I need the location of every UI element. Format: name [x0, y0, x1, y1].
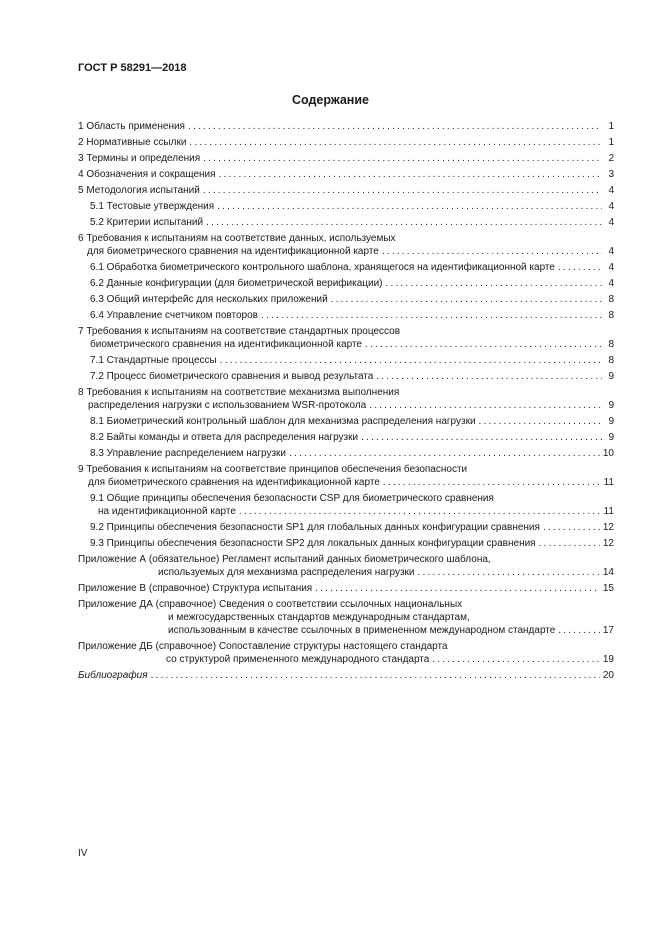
- toc-page-number: 19: [602, 654, 614, 665]
- page-number: IV: [78, 848, 88, 859]
- toc-page-number: 2: [608, 153, 614, 164]
- toc-page-number: 1: [608, 137, 614, 148]
- toc-entry-title: 2 Нормативные ссылки: [78, 137, 187, 148]
- toc-page-number: 12: [602, 538, 614, 549]
- toc-entry-title: 5 Методология испытаний: [78, 185, 200, 196]
- toc-page-number: 4: [608, 217, 614, 228]
- page-title: Содержание: [291, 93, 369, 107]
- toc-entry[interactable]: [78, 293, 614, 306]
- toc-entry[interactable]: [78, 431, 614, 444]
- toc-page-number: 11: [603, 477, 614, 488]
- dot-leader: [369, 399, 602, 412]
- dot-leader: [383, 476, 601, 489]
- dot-leader: [361, 431, 602, 444]
- dot-leader: [331, 293, 602, 306]
- toc-entry[interactable]: [78, 136, 614, 149]
- dot-leader: [539, 537, 600, 550]
- toc-page-number: 4: [608, 185, 614, 196]
- toc-page-number: 11: [603, 506, 614, 517]
- toc-entry-title: 6.3 Общий интерфейс для нескольких приложений: [90, 294, 328, 305]
- toc-entry-title: 8.1 Биометрический контрольный шаблон для механизма распределения нагрузки: [90, 416, 476, 427]
- toc-page-number: 9: [608, 432, 614, 443]
- toc-page-number: 4: [608, 201, 614, 212]
- toc-page-number: 8: [608, 339, 614, 350]
- toc-entry[interactable]: [78, 463, 614, 489]
- toc-page-number: 4: [608, 278, 614, 289]
- toc-page-number: 8: [608, 355, 614, 366]
- toc-entry-title: Библиография: [78, 670, 148, 681]
- toc-page-number: 8: [608, 294, 614, 305]
- toc-entry-title: 7.2 Процесс биометрического сравнения и вывод результата: [90, 371, 374, 382]
- toc-page-number: 17: [602, 625, 614, 636]
- dot-leader: [203, 184, 602, 197]
- toc-page-number: 4: [608, 262, 614, 273]
- toc-entry-line: Приложение ДБ (справочное) Сопоставление структуры настоящего стандарта: [78, 641, 448, 652]
- toc-page-number: 9: [608, 416, 614, 427]
- toc-page-number: 15: [602, 583, 614, 594]
- toc-entry-title: распределения нагрузки с использованием WSR-протокола: [88, 400, 367, 411]
- dot-leader: [206, 216, 602, 229]
- dot-leader: [261, 309, 602, 322]
- dot-leader: [382, 245, 602, 258]
- toc-entry-title: 4 Обозначения и сокращения: [78, 169, 216, 180]
- toc-page-number: 9: [608, 371, 614, 382]
- dot-leader: [315, 582, 600, 595]
- toc-entry-title: на идентификационной карте: [98, 506, 236, 517]
- dot-leader: [189, 136, 602, 149]
- toc-entry-line: и межгосударственных стандартов международным стандартам,: [168, 612, 470, 623]
- toc-entry-title: 6.2 Данные конфигурации (для биометрической верификации): [90, 278, 383, 289]
- document-code: ГОСТ Р 58291—2018: [78, 62, 187, 74]
- dot-leader: [217, 200, 602, 213]
- toc-entry[interactable]: [78, 582, 614, 595]
- toc-entry-title: Приложение В (справочное) Структура испытания: [78, 583, 313, 594]
- toc-entry[interactable]: [78, 553, 614, 579]
- toc-entry[interactable]: [78, 309, 614, 322]
- toc-entry-line: 8 Требования к испытаниям на соответствие механизма выполнения: [78, 387, 400, 398]
- toc-page-number: 20: [602, 670, 614, 681]
- toc-entry-title: со структурой примененного международного стандарта: [166, 654, 430, 665]
- toc-page-number: 10: [602, 448, 614, 459]
- toc-entry-title: 9.3 Принципы обеспечения безопасности SP2 для локальных данных конфигурации сравнения: [90, 538, 536, 549]
- dot-leader: [479, 415, 602, 428]
- toc-page-number: 14: [602, 567, 614, 578]
- dot-leader: [188, 120, 602, 133]
- table-of-contents: [78, 120, 614, 685]
- toc-entry-title: для биометрического сравнения на идентификационной карте: [88, 477, 380, 488]
- toc-entry-title: 3 Термины и определения: [78, 153, 201, 164]
- dot-leader: [220, 354, 602, 367]
- toc-entry-title: 1 Область применения: [78, 121, 185, 132]
- toc-entry-title: 5.2 Критерии испытаний: [90, 217, 204, 228]
- toc-page-number: 3: [608, 169, 614, 180]
- toc-entry-title: 8.2 Байты команды и ответа для распределения нагрузки: [90, 432, 359, 443]
- toc-entry-line: Приложение А (обязательное) Регламент испытаний данных биометрического шаблона,: [78, 554, 491, 565]
- dot-leader: [432, 653, 600, 666]
- toc-page-number: 1: [608, 121, 614, 132]
- dot-leader: [289, 447, 600, 460]
- toc-entry-title: 6.1 Обработка биометрического контрольного шаблона, хранящегося на идентификационной карте: [90, 262, 555, 273]
- toc-entry[interactable]: [78, 415, 614, 428]
- toc-entry[interactable]: [78, 184, 614, 197]
- toc-entry-line: Приложение ДА (справочное) Сведения о соответствии ссылочных национальных: [78, 599, 463, 610]
- toc-entry[interactable]: [78, 232, 614, 258]
- toc-entry-title: для биометрического сравнения на идентификационной карте: [87, 246, 379, 257]
- toc-entry-title: биометрического сравнения на идентификационной карте: [90, 339, 362, 350]
- dot-leader: [365, 338, 602, 351]
- dot-leader: [418, 566, 600, 579]
- toc-entry[interactable]: [78, 598, 614, 637]
- toc-entry[interactable]: [78, 386, 614, 412]
- toc-entry[interactable]: [78, 537, 614, 550]
- toc-entry[interactable]: [78, 200, 614, 213]
- toc-entry-title: 9.2 Принципы обеспечения безопасности SP1 для глобальных данных конфигурации сравнения: [90, 522, 540, 533]
- dot-leader: [239, 505, 601, 518]
- toc-entry[interactable]: [78, 492, 614, 518]
- toc-entry[interactable]: [78, 354, 614, 367]
- toc-entry[interactable]: [78, 521, 614, 534]
- toc-entry-title: 7.1 Стандартные процессы: [90, 355, 217, 366]
- toc-entry-title: используемых для механизма распределения нагрузки: [158, 567, 415, 578]
- dot-leader: [219, 168, 602, 181]
- dot-leader: [558, 624, 600, 637]
- dot-leader: [376, 370, 602, 383]
- dot-leader: [558, 261, 602, 274]
- toc-entry-title: использованным в качестве ссылочных в примененном международном стандарте: [168, 625, 556, 636]
- toc-entry-line: 9.1 Общие принципы обеспечения безопасности CSP для биометрического сравнения: [90, 493, 494, 504]
- toc-entry-line: 9 Требования к испытаниям на соответствие принципов обеспечения безопасности: [78, 464, 468, 475]
- toc-entry[interactable]: [78, 370, 614, 383]
- toc-entry-line: 7 Требования к испытаниям на соответствие стандартных процессов: [78, 326, 401, 337]
- toc-entry-title: 5.1 Тестовые утверждения: [90, 201, 215, 212]
- dot-leader: [543, 521, 600, 534]
- toc-entry[interactable]: [78, 120, 614, 133]
- toc-entry[interactable]: [78, 325, 614, 351]
- toc-entry[interactable]: [78, 168, 614, 181]
- toc-entry[interactable]: [78, 261, 614, 274]
- dot-leader: [203, 152, 602, 165]
- toc-entry[interactable]: [78, 216, 614, 229]
- toc-entry[interactable]: [78, 669, 614, 682]
- toc-entry[interactable]: [78, 447, 614, 460]
- dot-leader: [386, 277, 603, 290]
- toc-entry-title: 8.3 Управление распределением нагрузки: [90, 448, 287, 459]
- toc-entry-title: 6.4 Управление счетчиком повторов: [90, 310, 258, 321]
- toc-page-number: 8: [608, 310, 614, 321]
- toc-entry[interactable]: [78, 640, 614, 666]
- toc-entry[interactable]: [78, 277, 614, 290]
- toc-page-number: 9: [608, 400, 614, 411]
- toc-page-number: 4: [608, 246, 614, 257]
- dot-leader: [151, 669, 600, 682]
- toc-entry-line: 6 Требования к испытаниям на соответствие данных, используемых: [78, 233, 396, 244]
- toc-page-number: 12: [602, 522, 614, 533]
- toc-entry[interactable]: [78, 152, 614, 165]
